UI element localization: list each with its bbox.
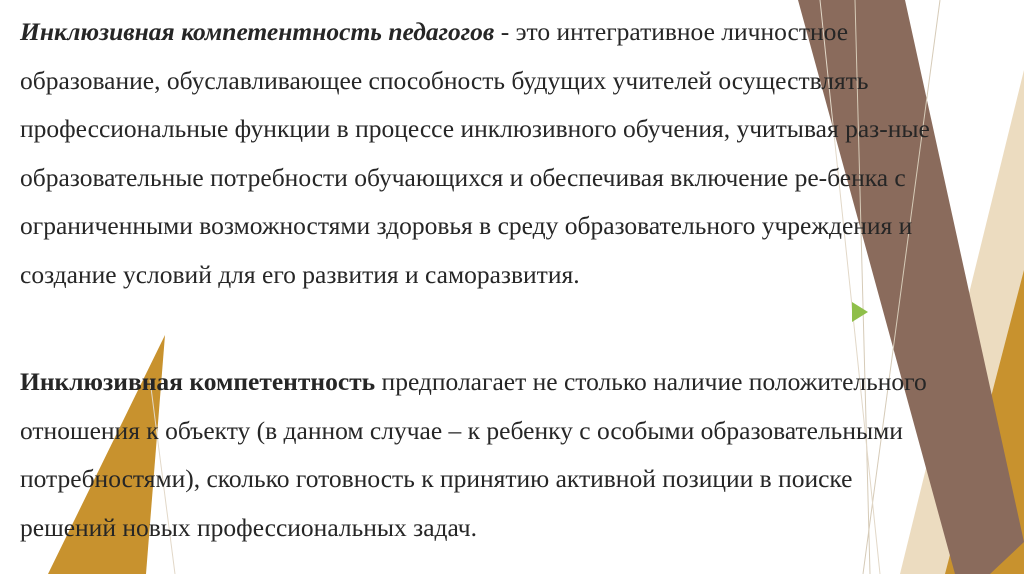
para1-line-1: - это интегративное личностное	[494, 17, 849, 46]
para1-line-5: ограниченными возможностями здоровья в среду образовательного учреждения и	[20, 211, 913, 240]
definition-paragraph	[20, 8, 1020, 299]
small-green-triangle	[852, 302, 868, 322]
para2-line-3: потребностями), сколько готовность к принятию активной позиции в поиске	[20, 464, 853, 493]
para1-line-4: образовательные потребности обучающихся и обеспечивая включение ре-бенка с	[20, 162, 906, 192]
term-inclusive-competence: Инклюзивная компетентность	[20, 367, 376, 396]
para1-line-6: создание условий для его развития и саморазвития.	[20, 259, 580, 289]
explanation-paragraph	[20, 358, 1020, 552]
para1-line-2: образование, обуславливающее способность будущих учителей осуществлять	[20, 65, 869, 95]
para2-line-1: предполагает не столько наличие положительного	[375, 367, 927, 396]
term-inclusive-competence-teachers: Инклюзивная компетентность педагогов	[20, 17, 495, 46]
para2-line-4: решений новых профессиональных задач.	[20, 512, 477, 542]
para2-line-2: отношения к объекту (в данном случае – к ребенку с особыми образовательными	[20, 415, 903, 445]
para1-line-3: профессиональные функции в процессе инклюзивного обучения, учитывая раз-ные	[20, 114, 930, 143]
